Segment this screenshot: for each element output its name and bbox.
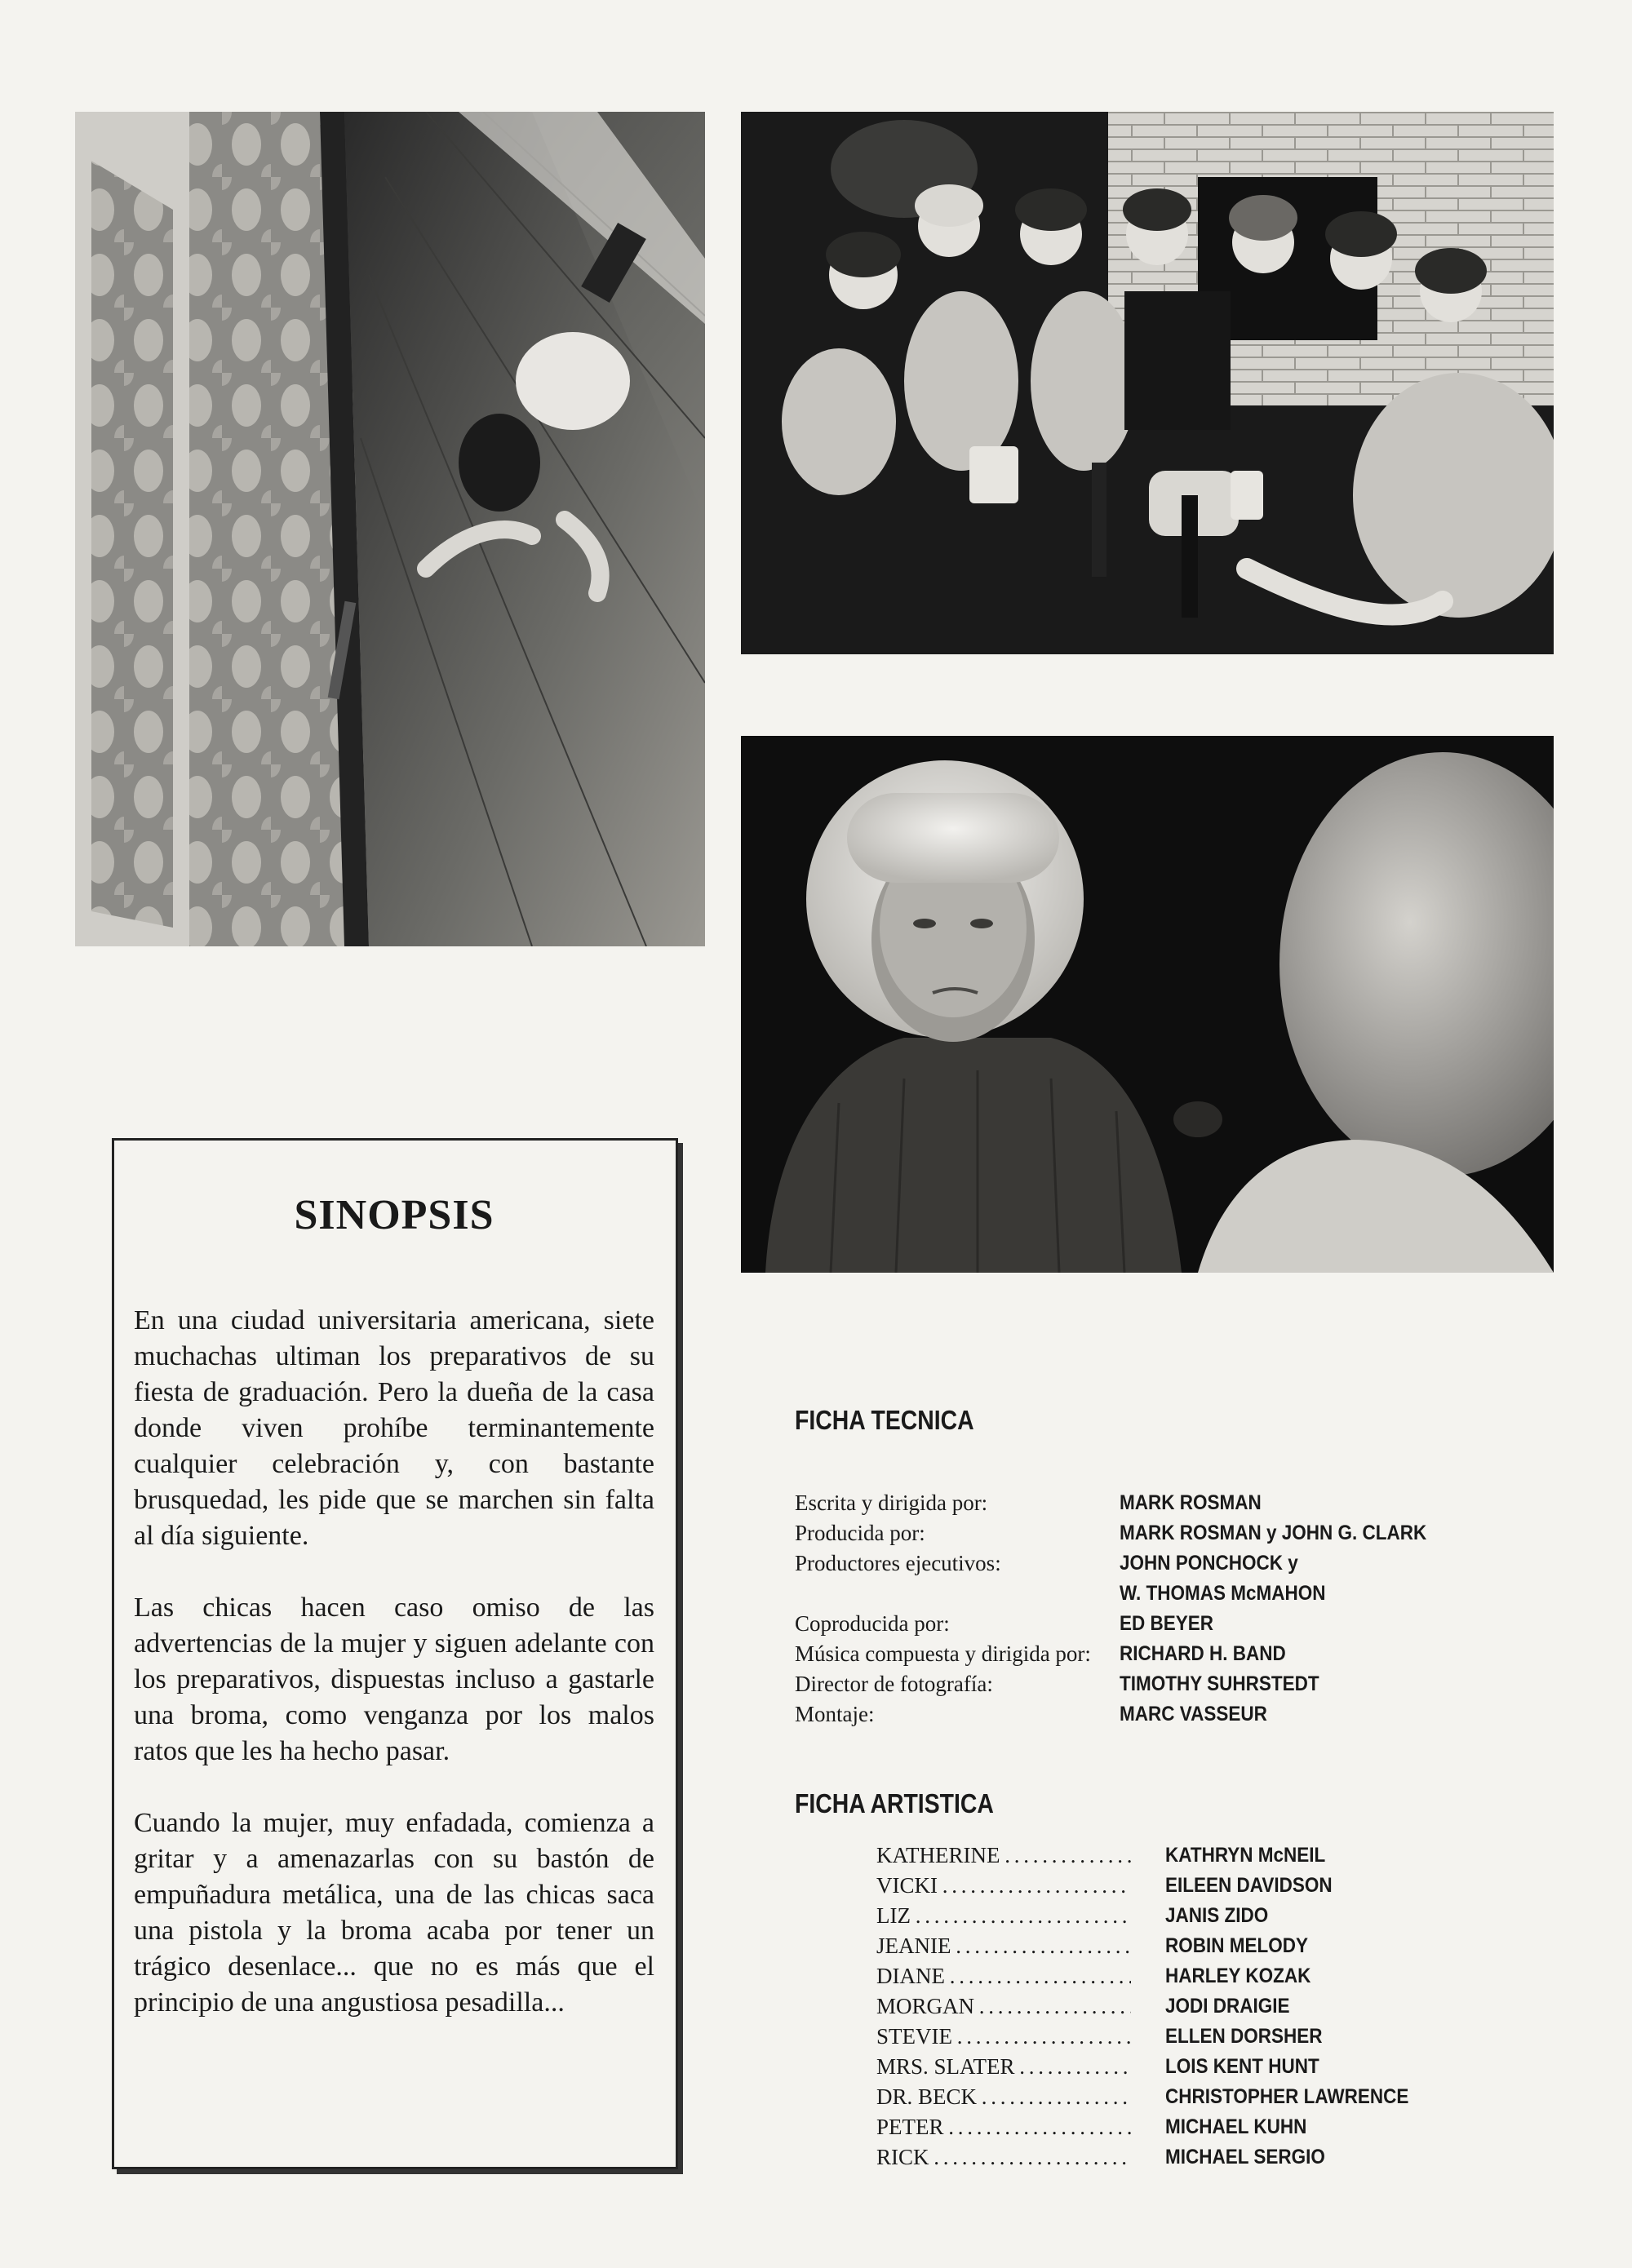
cast-character: LIZ . . . (876, 1901, 1131, 1931)
cast-actor: KATHRYN McNEIL (1165, 1844, 1326, 1867)
credit-row (795, 1548, 1562, 1579)
cast-row (876, 1901, 1570, 1931)
credit-name: JOHN PONCHOCK y (1120, 1552, 1298, 1575)
credit-role: Montaje: (795, 1702, 875, 1726)
cast-actor: EILEEN DAVIDSON (1165, 1874, 1333, 1897)
synopsis-paragraph: En una ciudad universitaria americana, siete muchachas ultiman los preparativos de su fiesta de graduación. Pero la dueña de la casa donde viven prohíbe terminantemente cualquier celebración y, con bastante brusquedad, les pide que se marchen sin falta al día siguiente. (134, 1305, 654, 1551)
cast-actor: CHRISTOPHER LAWRENCE (1165, 2085, 1409, 2108)
credit-name: MARK ROSMAN (1120, 1491, 1262, 1514)
cast-character: MRS. SLATER . . . (876, 2052, 1131, 2082)
cast-row (876, 1841, 1570, 1871)
photo-woman-scene (741, 736, 1554, 1273)
photo-party-scene (741, 112, 1554, 654)
party-illustration (741, 112, 1554, 654)
cast-character: JEANIE . . . (876, 1931, 1131, 1961)
cast-row (876, 2082, 1570, 2112)
credit-row (795, 1699, 1562, 1730)
technical-credits-list (795, 1488, 1562, 1730)
woman-illustration (741, 736, 1554, 1273)
credit-role: Escrita y dirigida por: (795, 1491, 988, 1515)
cast-row (876, 1871, 1570, 1901)
credit-role: Música compuesta y dirigida por: (795, 1641, 1091, 1666)
credit-name: MARK ROSMAN y JOHN G. CLARK (1120, 1522, 1427, 1544)
cast-actor: HARLEY KOZAK (1165, 1965, 1311, 1987)
cast-row (876, 2112, 1570, 2142)
credit-name: TIMOTHY SUHRSTEDT (1120, 1672, 1319, 1695)
cast-row (876, 1991, 1570, 2022)
credit-role: Director de fotografía: (795, 1672, 993, 1696)
cast-actor: MICHAEL SERGIO (1165, 2146, 1325, 2168)
credit-row (795, 1669, 1562, 1699)
cast-character: KATHERINE . . . (876, 1841, 1131, 1871)
cast-list (876, 1841, 1570, 2173)
credit-row (795, 1579, 1562, 1609)
cast-row (876, 1931, 1570, 1961)
credit-row (795, 1609, 1562, 1639)
cast-character: VICKI . . . (876, 1871, 1131, 1901)
credit-name: MARC VASSEUR (1120, 1703, 1267, 1725)
credit-name: ED BEYER (1120, 1612, 1214, 1635)
cast-actor: MICHAEL KUHN (1165, 2115, 1307, 2138)
cast-actor: LOIS KENT HUNT (1165, 2055, 1319, 2078)
cast-character: MORGAN . . . (876, 1991, 1131, 2022)
cast-title: FICHA ARTISTICA (795, 1788, 994, 1818)
cast-row (876, 1961, 1570, 1991)
cast-character: STEVIE . . . (876, 2022, 1131, 2052)
cast-row (876, 2022, 1570, 2052)
cast-character: RICK . . . (876, 2142, 1131, 2173)
cast-character: DIANE . . . (876, 1961, 1131, 1991)
technical-credits-title: FICHA TECNICA (795, 1405, 974, 1435)
cast-actor: JANIS ZIDO (1165, 1904, 1269, 1927)
cast-row (876, 2052, 1570, 2082)
synopsis-title: SINOPSIS (294, 1192, 494, 1238)
credit-row (795, 1639, 1562, 1669)
cast-character: DR. BECK . . . (876, 2082, 1131, 2112)
cast-row (876, 2142, 1570, 2173)
hallway-illustration (75, 112, 705, 946)
credit-role: Coproducida por: (795, 1611, 950, 1636)
synopsis-box (112, 1138, 678, 2169)
credit-name: RICHARD H. BAND (1120, 1642, 1286, 1665)
cast-character: PETER . . . (876, 2112, 1131, 2142)
synopsis-paragraph: Cuando la mujer, muy enfadada, comienza a gritar y a amenazarlas con su bastón de empuñadura metálica, una de las chicas saca una pistola y la broma acaba por tener un trágico desenlace... que no es más que el principio de una angustiosa pesadilla... (134, 1808, 654, 2018)
synopsis-paragraph: Las chicas hacen caso omiso de las advertencias de la mujer y siguen adelante con los preparativos, dispuestas incluso a gastarle una broma, como venganza por los malos ratos que les ha hecho pasar. (134, 1592, 654, 1766)
credit-role: Producida por: (795, 1521, 925, 1545)
cast-actor: JODI DRAIGIE (1165, 1995, 1290, 2018)
credit-row (795, 1518, 1562, 1548)
credit-row (795, 1488, 1562, 1518)
cast-actor: ELLEN DORSHER (1165, 2025, 1323, 2048)
credit-name: W. THOMAS McMAHON (1120, 1582, 1326, 1605)
cast-actor: ROBIN MELODY (1165, 1934, 1309, 1957)
credit-role: Productores ejecutivos: (795, 1551, 1001, 1575)
photo-hallway-scene (75, 112, 705, 946)
